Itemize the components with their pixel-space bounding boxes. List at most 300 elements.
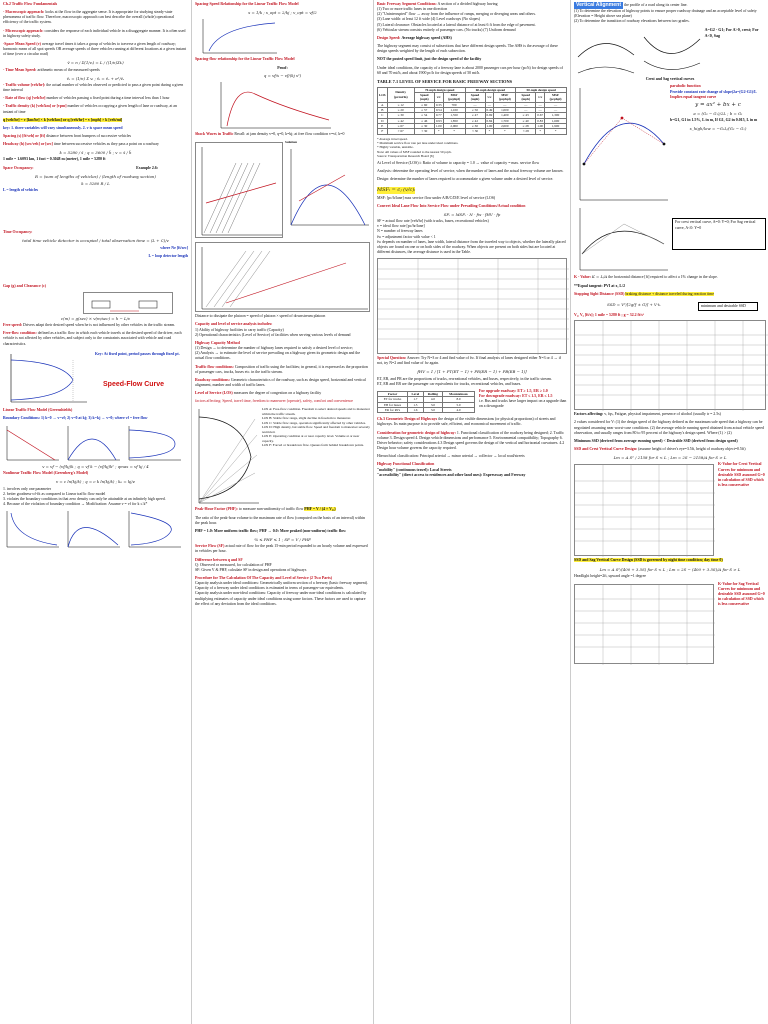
solution-label: Solution	[285, 140, 298, 145]
table-cell: ≥ 28	[516, 124, 536, 129]
macro-text: looks at the flow in the aggregate sense. It is appropriate for studying steady-state phenomena of traffic flow. Therefore, macroscopic approach can best describe the overall (whole) operational efficiency of the traffic system.	[3, 10, 175, 25]
sf-label: Service Flow (SF)	[195, 544, 225, 549]
table-cell: *	[545, 129, 567, 134]
headlight-note: Headlight height=2ft, upward angle =1 degree	[574, 573, 647, 578]
tangent-curve: Implies equal tangent curve	[670, 94, 717, 99]
table-cell: ≥ 30	[414, 124, 434, 129]
table-cell: *	[434, 129, 443, 134]
basic-label: Basic Freeway Segment Conditions:	[377, 2, 437, 6]
free-speed-label: Free speed:	[3, 323, 23, 328]
table-cell: 0.84	[486, 118, 493, 123]
table-cell: 0.93	[435, 118, 442, 123]
los-table-body	[378, 102, 567, 134]
time-occ-formula: total time vehicle detector is occupied / total observation time = (L + C)/v	[22, 238, 169, 244]
headway-text: time between successive vehicles as they pass a point on a roadway	[53, 142, 159, 147]
parabola-figure	[574, 84, 668, 204]
speed-flow-curve-2	[129, 430, 175, 458]
design-speed-note: NOT the posted speed limit, just the design speed of the facility	[377, 57, 482, 62]
phf-text: to measure non-uniformity of traffic flow	[238, 507, 304, 512]
ssd-sag-label: SSD and Sag Vertical Curve Design (SSD is governed by night time condition; day time 0)	[574, 558, 723, 563]
density-text: number of vehicles occupying a given length of lane or roadway, at an instant of time	[3, 104, 177, 114]
diff-item: SF: Given V & PHF, calculate SF in design and operations of highways	[195, 567, 307, 572]
table-note: * Highly variable, unstable.	[377, 145, 414, 150]
los-table	[377, 87, 567, 135]
table-header: Density (pc/mi/ln)	[387, 87, 414, 102]
table-cell: ≥ 50	[465, 108, 485, 113]
capacity-item: 2) Operational characteristics (Level of Service) of facilities when serving various levels of demand	[195, 332, 351, 337]
table-cell: —	[545, 108, 567, 113]
loop-detector-note: L = loop detector length	[148, 253, 188, 258]
rc-text: Geometric characteristics of the roadway, such as design speed, horizontal and vertical alignment, number and width of traffic lanes.	[195, 377, 366, 387]
table-cell: 1,300	[545, 113, 567, 118]
tms-label: - Time Mean Speed:	[3, 67, 37, 72]
flow-density-curve	[68, 439, 116, 460]
phf-ratio: The ratio of the peak-hour volume to the maximum rate of flow (computed on the basis of an interval) within the peak hour.	[195, 515, 365, 525]
greenberg-plot-3	[125, 509, 183, 549]
los-item: LOS C: Stable flow range, operation significantly affected by other vehicles.	[261, 420, 366, 425]
column-4	[570, 0, 768, 1024]
table-cell: 1,000	[494, 108, 516, 113]
table-cell: —	[485, 102, 494, 107]
procedure-item: Capacity analysis under ideal conditions: Geometrically uniform section of a freeway (basic freeway segment). Capacity of a freeway under ideal conditions is estimated in terms of passenger-car equivalents.	[195, 581, 369, 591]
table-cell: 3.0	[423, 407, 442, 412]
table-cell: ≤ 42	[387, 118, 414, 123]
et-notes	[377, 377, 567, 387]
table-header: Factor	[378, 391, 408, 396]
table-cell: 8.0	[443, 397, 475, 402]
gap-formula: c(m) = g(sec) × v(m/sec) = h − L/v	[60, 316, 131, 321]
table-cell: A	[378, 102, 388, 107]
ssd-crest-label: SSD and Crest Vertical Curve Design:	[574, 447, 638, 452]
speed-density-plot	[3, 424, 61, 462]
flow-label: - Traffic volume [veh/hr]:	[3, 82, 46, 87]
table-cell: > 67	[387, 129, 414, 134]
capacity-label: Capacity and level of service analysis includes:	[195, 322, 273, 327]
table-cell: —	[516, 108, 536, 113]
greenberg-plot-1	[3, 509, 61, 549]
headway-label: Headway (h) [sec/veh] or [sec]	[3, 142, 53, 147]
diff-label: Difference between q and SF	[195, 557, 243, 562]
tms-text: arithmetic mean of the measured speeds	[37, 67, 100, 72]
spacing-formula: s = 1/k ; s_opt = 2/kj ; v_opt = vf/2	[248, 10, 317, 16]
note-item: 2. better goodness-of-fit as compared to Linear traffic flow model	[3, 491, 106, 496]
occupancy-label: Space Occupancy:	[3, 165, 34, 170]
sf-text: actual rate of flow for the peak 15-min period expanded to an hourly volume and expressed in vehicles per hour.	[195, 544, 368, 554]
ssd-box: minimum and desirable SSD	[698, 302, 758, 311]
boundary-conditions: Boundary Conditions: 1) k=0 → v=vf; 2) v=0 at kj; 3) k=kj → v=0; where vf = free flow	[3, 415, 148, 420]
k-formula: K = L/A	[591, 274, 608, 280]
speed-flow-title: Speed-Flow Curve	[103, 380, 165, 388]
conversion-item: N = number of freeway lanes	[377, 229, 423, 234]
spacing-flow-formula: q = vf/s − vf/(kj s²)	[263, 72, 302, 78]
proof-label: Proof:	[277, 65, 288, 70]
msf-def: MSF: [pc/h/lane] max service flow under A/B/C/D/E level of service (LOS)	[377, 195, 496, 200]
free-flow-label: Free-flow condition:	[3, 331, 37, 336]
macro-label: - Macroscopic approach:	[3, 10, 45, 15]
table-cell: 1.00	[435, 124, 442, 129]
sms-label: -Space Mean Speed (v)	[3, 41, 41, 46]
parabolic-label: parabolic function	[670, 84, 701, 89]
mobility-note: "mobility" (continuous travel): Local Streets	[377, 467, 452, 472]
los-label: Level of Service (LOS)	[195, 391, 233, 396]
linear-formulas: v = vf − (vf/kj)k ; q = vf k − (vf/kj)k² ; qmax = vf kj / 4	[42, 464, 149, 470]
shock-wave-figure-2	[285, 145, 371, 229]
los-factors: factors affecting: Speed, travel time, freedom to maneuver (operate), safety, comfort and convenience	[195, 399, 354, 404]
table-row	[378, 129, 567, 134]
conversion-label: Convert Ideal Lane Flow Into Service Flow under Prevailing Conditions/Actual condition	[377, 203, 526, 208]
note-item: 4. Because of the violation of boundary condition → Modification: Assume v = vf for k ≤ k*	[3, 502, 148, 507]
flow-text: the actual number of vehicles observed or predicted to pass a given point during a given time interval	[3, 82, 184, 93]
flow-density-plot	[64, 424, 122, 462]
et-note: ET, ER and EB are the passenger car equivalents for trucks, recreational vehicles, and buses.	[377, 381, 522, 386]
crest-sag-box: For crest vertical curve, A=0: Y=0; For Sag vertical curve, A<0: Y=0	[672, 218, 766, 250]
va-item: (2) To determine the transition of roadway elevations between two grades.	[574, 19, 690, 24]
section-title: Ch.2 Traffic Flow Fundamentals	[3, 2, 58, 6]
table-cell: ≥ 42	[465, 118, 485, 123]
greenberg-plot-2	[64, 509, 122, 549]
micro-label: - Microscopic approach:	[3, 28, 44, 33]
fundamental-relation: q [veh/hr] = v [km/hr] × k [veh/km] or q [veh/hr] = v [mph] × k [veh/mi]	[3, 117, 123, 122]
table-cell: 1.6	[408, 407, 424, 412]
conversion-items	[377, 219, 567, 240]
loop-note: where Ne [ft/sec]	[160, 245, 188, 250]
greenberg-formula: v = c ln(kj/k) ; q = c k ln(kj/k) ; k₀ = kj/e	[55, 479, 135, 485]
micro-text: considers the response of each individual vehicle in a disaggregate manner. It is often used in highway safety study.	[3, 28, 186, 38]
min-ssd: Minimum SSD (derived from average running speed) < Desirable SSD (derived from design speed)	[574, 438, 738, 443]
ssd-table-figure	[574, 320, 766, 410]
table-cell: 2,000	[494, 124, 516, 129]
table-cell: 1,600	[545, 118, 567, 123]
table-cell: ET for trucks	[378, 397, 408, 402]
table-cell: 0.54	[435, 108, 442, 113]
table-group: 60-mph design speed	[465, 87, 516, 92]
linear-model-label: Linear Traffic Flow Model (Greenshields)	[3, 407, 73, 412]
spacing-text: distance between front bumpers of successive vehicles	[46, 133, 131, 138]
tfc-text: Composition of traffic using the facilities; in general, it is expressed as the proportion of passenger cars, trucks, buses etc. in the traffic stream.	[195, 364, 368, 374]
fw-text: fw depends on number of lanes, lane width, lateral distance from the traveled way to objects, whether the laterally placed objects are found on one or on both sides of the roadway. When objects are present on both sides but are located at different distances, the average distance is used in the Table.	[377, 239, 566, 254]
nonlinear-model-label: Nonlinear Traffic Flow Model (Greenberg's Model)	[3, 471, 89, 476]
los-item: LOS A: Free-flow condition. Freedom to select desired speeds and to maneuver within the traffic stream.	[261, 407, 370, 416]
shock-label: Shock Waves in Traffic	[195, 132, 234, 137]
gap-label: Gap (g) and Clearance (c)	[3, 283, 47, 288]
table-cell: 4.0	[423, 397, 442, 402]
vehicle-shape	[92, 301, 110, 308]
table-cell: *	[443, 129, 465, 134]
table-cell: F	[378, 129, 388, 134]
rc-label: Roadway conditions:	[195, 377, 230, 382]
table-cell: 5.0	[443, 402, 475, 407]
speed-flow-curve	[11, 360, 73, 400]
downgrade-note: For downgrade roadway: ET ≤ 1.5, ER ≤ 1.5	[478, 394, 553, 399]
queue-figure	[195, 242, 370, 312]
phf-label: Peak-Hour Factor (PHF):	[195, 507, 238, 512]
vertical-alignment-label: Vertical Alignment	[576, 2, 622, 8]
pvc-notes: b=G1, G1 in 1.5%, L in m, If G1, G2 in 0.015, L in m	[670, 118, 758, 123]
table-cell: ≥ 43	[516, 113, 536, 118]
table-cell: *	[485, 129, 494, 134]
table-header: Speed (mph)	[465, 93, 485, 103]
speed-flow-plot	[125, 424, 183, 462]
sf-formula: SFᵢ = MSFᵢ · N · fw · fHV · fp	[443, 211, 501, 217]
table-group: 70-mph design speed	[414, 87, 465, 92]
ssd-crest-text: (assume height of driver's eye=3.5ft, height of roadway object=0.5ft)	[638, 447, 746, 452]
table-cell: 0.83	[537, 118, 544, 123]
kcrest-table	[574, 464, 714, 556]
tms-formula: v̄ₜ = (1/n) Σ vᵢ ; v̄ₜ = v̄ₛ + σ²/v̄ₛ	[66, 75, 125, 81]
va-item: (1) To determine the elevation of highway points to ensure proper roadway drainage and an acceptable level of safety (Elevation = Height above sea plane)	[574, 8, 757, 19]
conversion-item: SF = actual flow rate [veh/hr] (with trucks, buses, recreational vehicles)	[377, 219, 489, 224]
shock-text: Recall: at jam density v=0, q=0, k=kj; at free flow condition v=vf, k=0	[234, 132, 345, 137]
vehicle-shape	[139, 301, 157, 308]
table-header: v/c	[536, 93, 545, 103]
ideal-capacity-text: Under ideal conditions, the capacity of a freeway lane is about 2000 passenger cars per hour (pc/h) for design speeds of 60 and 70 mi/h, and about 1900 pc/h for design speeds of 50 mi/h.	[377, 65, 563, 75]
procedure-label: Procedure for The Calculation Of The Capacity and Level of Service (2 Two Parts)	[195, 576, 333, 580]
table-cell: ≥ 40	[516, 118, 536, 123]
table-cell: C	[378, 113, 388, 118]
table-header: Mountainous	[443, 391, 475, 396]
phf-formula: PHF = V / (4 × V₁₅)	[304, 507, 336, 512]
table-cell: ≥ 57	[414, 108, 434, 113]
table-cell: —	[545, 102, 567, 107]
table-header: MSF (pcphpl)	[545, 93, 567, 103]
table-cell: 0.67	[537, 113, 544, 118]
parabolic-text: y = ax² + bx + c	[695, 101, 741, 108]
table-cell: 1,400	[494, 113, 516, 118]
key-fixed-point: Key: At fixed point, period passes through fixed pt.	[95, 351, 180, 356]
table-header: Rolling	[423, 391, 442, 396]
table-header: MSF (pcphpl)	[494, 93, 516, 103]
upgrade-note: For upgrade roadway: ET ≥ 1.5, ER ≥ 1.0	[478, 388, 548, 393]
basic-item: (6) Vehicular stream consists entirely of passenger cars. (No trucks) (7) Uniform demand	[377, 27, 516, 32]
spacing-speed-plot	[199, 17, 279, 55]
table-cell: 1.00	[486, 124, 493, 129]
ssd-formula: SSD = V²/[2g(f ± G)] + V·tᵣ	[607, 301, 661, 307]
basic-item: (2) "Uninterrupted" flow → away from the influence of ramps, merging or diverging areas and others.	[377, 12, 536, 17]
hfc-label: Highway Functional Classification	[377, 462, 435, 467]
fhv-formula: fHV = 1 / [1 + PT(ET − 1) + PR(ER − 1) + PB(EB − 1)]	[417, 369, 527, 375]
ksag-table	[574, 584, 714, 664]
table-cell: 0.49	[486, 108, 493, 113]
table-cell: E	[378, 124, 388, 129]
vertical-curves-figure	[574, 27, 703, 77]
unit-conversion: 1 mile = 1.6093 km, 1 foot = 0.3048 m (meter), 1 mile = 5280 ft	[3, 157, 106, 162]
free-flow-text: defined as a traffic flow in which each vehicle travels at the desired speed of the driver, each vehicle is not affected by other vehicles, and subject only to the constraints associated with vehicle and road characteristics.	[3, 331, 182, 346]
fw-table-figure	[377, 258, 567, 354]
table-header: Level	[408, 391, 424, 396]
table-cell: ≥ 30	[465, 124, 485, 129]
et-note: ET, ER, and PR are the proportions of trucks, recreational vehicles, and buses, respectively, in the traffic stream.	[377, 376, 552, 381]
curve-offset-figure	[574, 204, 670, 274]
los-chart	[195, 407, 260, 507]
gap-diagram	[84, 293, 174, 315]
column-1	[0, 0, 190, 1024]
conversion-item: v = ideal flow rate [pc/hr/lane]	[377, 224, 425, 229]
table-cell: 1.00	[537, 124, 544, 129]
basic-item: (3) Lane width: at least 12 ft wide (4) Level roadways (No slopes)	[377, 17, 481, 22]
basic-text: A section of a divided highway having	[437, 2, 498, 6]
ssd-title: Stopping Sight Distance (SSD)	[574, 291, 625, 296]
ssd-text: braking distance + distance traveled during reaction time	[625, 291, 714, 296]
diff-item: Q: Observed or measured, for calculation of PHF	[195, 562, 272, 567]
const-rate: Provide constant rate change of slope(2a=(G2-G1)/L	[670, 89, 757, 94]
table-header: Speed (mph)	[516, 93, 536, 103]
table-note: Source: Transportation Research Board [6]	[377, 154, 434, 159]
density-label: - Traffic density (k) [veh/km] or [vpm]	[3, 104, 67, 109]
table-cell: 1,900	[545, 124, 567, 129]
rate-text: number of vehicles passing a fixed point during a time interval less than 1 hour	[46, 96, 170, 101]
table-cell: 700	[443, 102, 465, 107]
table-group: 50-mph design speed	[516, 87, 567, 92]
table-cell: D	[378, 118, 388, 123]
note-item: 3. violates the boundary conditions in that zero density can only be attainable at an infinitely high speed.	[3, 496, 166, 501]
kvalue-crest-note: K-Value for Crest Vertical Curves for minimum and desirable SSD assumed G=0 in calculation of SSD which is less conservative	[718, 462, 765, 487]
consider-text: 1. Functional classification of the roadway being designed; 2. Traffic volume 3. Design speed 4. Design vehicle dimensions and performance 5. Environmental compatibility; Topography 6. Driver behavior; safety considerations 4.3 Design speed governs the design of the vertical and horizontal curvatures. 4.2 Design hour volume governs the capacity required.	[377, 430, 565, 451]
special-label: Special Question:	[377, 356, 407, 361]
table-notes	[377, 137, 567, 159]
spacing-flow-label: Spacing-flow relationship for the Linear Traffic Flow Model	[195, 57, 295, 62]
table-header: v/c	[485, 93, 494, 103]
los-item: LOS E: Operating condition at or near capacity level. Volume at or near capacity.	[261, 434, 360, 443]
spacing-label: Spacing (s) [ft/veh] or [ft]	[3, 133, 46, 138]
table-note: * Average travel speed.	[377, 136, 408, 141]
table-cell: ≤ 30	[387, 113, 414, 118]
table-header: v/c	[434, 93, 443, 103]
k-text: the horizontal distance [ft] required to affect a 1% change in the slope.	[608, 275, 718, 280]
k-note: **Equal tangent: PVI at x, L/2	[574, 283, 626, 288]
column-3	[373, 0, 569, 1024]
heavy-note: i.e. Bus and trucks have larger impact on a upgrade than on a downgrade	[478, 399, 567, 409]
shock-wave-figure-1	[195, 142, 283, 238]
speed-flow-figure	[3, 350, 91, 406]
table-cell: B	[378, 108, 388, 113]
conversion-item: fw = adjustment factor with value < 1	[377, 234, 436, 239]
table-cell: 2,000	[443, 124, 465, 129]
free-speed-text: Drivers adapt their desired speed when he is not influenced by other vehicles in the traffic stream.	[23, 323, 176, 328]
table-cell: 0.69	[486, 113, 493, 118]
design-speed-title: Average highway speed (AHS)	[401, 35, 452, 40]
key-note: key: 1. three variables will vary simultaneously. 2. v is space mean speed	[3, 125, 123, 130]
sag-formula: Lm = A S²/(400 + 3.5S) for S < L ; Lm = 2S − (400 + 3.5S)/A for S > L	[599, 566, 741, 572]
los-text: measures the degree of congestion on a highway facility	[233, 391, 322, 396]
table-cell: 1,100	[443, 108, 465, 113]
hcm-item: (2) Analysis → to estimate the level of service prevailing on a highway given its geometric design and the actual flow conditions.	[195, 351, 361, 361]
table-cell: < 30	[465, 129, 485, 134]
ch3-label: Ch.3 Geometric Design of Highways	[377, 417, 438, 422]
basic-item: (1) Two or more traffic lanes in one direction	[377, 7, 448, 12]
basic-item: (5) Lateral clearance: Obstacles located at a lateral distance of at least 6 ft from the edge of pavement.	[377, 22, 536, 27]
crest-sag-text: A=G2 - G1; For A>0, crest; For A<0, Sag	[704, 27, 759, 38]
table-cell: 1,550	[443, 113, 465, 118]
va-text: the profile of a road along its center line.	[624, 3, 688, 7]
los-item: LOS B: Stable flow range, slight decline in freedom to maneuver.	[261, 416, 351, 421]
tfc-label: Traffic flow conditions:	[195, 364, 234, 369]
table-cell: < 28	[516, 129, 536, 134]
spacing-formula: k = 5280 / s̄ ; q = 3600 / h̄ ; v = s̄ / h̄	[59, 150, 132, 156]
parabola-coeff: a = (G₂ − G₁)/2L ; b = G₁	[693, 111, 743, 117]
density-from-occupancy: k = 5280 R / L	[81, 180, 110, 186]
table-cell: 4.0	[443, 407, 475, 412]
table-header: LOS	[378, 87, 388, 102]
accessibility-note: "accessibility" (direct access to residences and other land uses): Expressway and Freeway	[377, 472, 526, 477]
table-cell: ≥ 60	[414, 102, 434, 107]
los-table-caption: TABLE 7.1 LEVEL OF SERVICE FOR BASIC FREEWAY SECTIONS	[377, 78, 513, 84]
table-cell: 0.35	[435, 102, 442, 107]
rate-label: - Rate of flow (q) [veh/hr]	[3, 96, 46, 101]
table-note: * Maximum service flow rate per lane under ideal conditions.	[377, 141, 459, 146]
consider-label: Consideration for geometric design of highway:	[377, 430, 456, 435]
occupancy-formula: R = (sum of lengths of vehicles) / (length of roadway section)	[35, 173, 156, 179]
kvalue-sag-note: K-Value for Sag Vertical Curves for minimum and desirable SSD assumed G=0 in calculation of SSD which is less conservative	[718, 581, 765, 607]
column-2	[191, 0, 372, 1024]
sms-text: average travel times it takes a group of vehicles to traverse a given length of roadway; harmonic mean of all spot speeds OR average speeds of three vehicles running at different locations at a given instant of time (over a circular road)	[3, 41, 187, 57]
design-speed-label: Design Speed:	[377, 35, 401, 40]
design-speed-text: The highway segment may consist of subsections that have different design speeds. The AHS is the average of these design speeds weighted by the length of each subsection.	[377, 44, 558, 54]
procedure-item: Capacity analysis under non-ideal conditions: Capacity of freeway under non-ideal conditions is calculated by multiplying estimates of capacity under ideal conditions using some factors. These factors are used to capture the effect of any deviation from the ideal conditions.	[195, 591, 367, 606]
special-question: Answer: Try N=3 or 4 and find value of fw. If final analysis of lanes designed either N=3 or 4 → if not, try N=2 and find value of fw again.	[377, 356, 561, 366]
table-cell: —	[465, 102, 485, 107]
table-cell: ≥ 54	[414, 113, 434, 118]
phf-range: ¼ ≤ PHF ≤ 1 ; SF = V / PHF	[254, 537, 311, 543]
table-cell: < 30	[414, 129, 434, 134]
table-cell: 1,700	[494, 118, 516, 123]
los-item: LOS D: High density, but stable flow. Speed and freedom to maneuver severely restricted.	[261, 425, 370, 434]
vc-text: At Level of Service (LOS) i: Ratio of volume to capacity = 1.0 → value of capacity = max. service flow	[377, 160, 540, 165]
los-item: LOS F: Forced or breakdown flow. Queues form behind breakdown points.	[261, 443, 364, 448]
k-label: K - Value:	[574, 275, 591, 280]
time-occ-text: total time vehicle detector is occupied / total observation time	[22, 238, 146, 244]
crest-formula: Lm = A S² / 2158 for S < L ; Lm = 2S − 2158/A for S > L	[613, 455, 727, 461]
factors-label: Factors affecting:	[574, 412, 604, 417]
spacing-rel-label: Spacing-Speed Relationship for the Linear Traffic Flow Model	[195, 2, 299, 6]
table-cell: —	[536, 102, 545, 107]
vehicle-length-note: L = length of vehicles	[3, 188, 39, 193]
table-cell: —	[516, 102, 536, 107]
capacity-item: 1) Ability of highway facilities to carry traffic (Capacity)	[195, 327, 284, 332]
curves-label: Crest and Sag vertical curves	[645, 77, 695, 82]
gap-clearance-figure	[83, 292, 173, 314]
phf-values: PHF = 1.0: More uniform traffic flow; PHF → 0.0: More peaked (non-uniform) traffic flow	[195, 528, 346, 533]
sms-formula: v̄ = n / Σ(1/vᵢ) = L / ((1/n)Σtᵢ)	[67, 60, 124, 66]
table-cell: —	[536, 108, 545, 113]
table-cell: *	[536, 129, 545, 134]
table-cell: —	[494, 102, 516, 107]
hierarchy-text: Hierarchical classification: Principal arterial → minor arterial → collector → local road/streets	[377, 454, 525, 459]
nonlinear-notes	[3, 487, 188, 508]
note-item: 1. involves only one parameter	[3, 486, 52, 491]
table-cell: ≤ 12	[387, 102, 414, 107]
pvi-formula: x_high/low = −G₁L/(G₂ − G₁)	[689, 125, 747, 131]
table-cell: 1.7	[408, 397, 424, 402]
table-cell: 0.77	[435, 113, 442, 118]
dissipate-note: Distance to dissipate the platoon = speed of platoon × speed of downstream platoon	[195, 314, 326, 319]
assume-text: 2 values considered for V: (1) the design speed of the highway defined as the maximum safe speed that a highway can be negotiated assuming near worst-case conditions. (2) the average vehicle running speed obtained from actual vehicle speed observation, and usually ranges from 80 to 95 percent of the highway's design speed. Where (1) > (2)	[574, 420, 764, 435]
table-row	[378, 407, 475, 412]
table-cell: ≤ 67	[387, 124, 414, 129]
ch3-text: the design of the visible dimensions (or physical proportions) of streets and highways. Its main purpose is to provide safe, efficient, and economical movement of traffic.	[377, 417, 556, 427]
table-note: Note: All values of MSF rounded to the nearest 50 pcph.	[377, 149, 452, 154]
table-cell: *	[494, 129, 516, 134]
terrain-table-body	[378, 397, 475, 413]
design-text: Design: determine the number of lanes required to accommodate a given volume under a desired level of service.	[377, 176, 554, 181]
table-cell: 1.5	[408, 402, 424, 407]
ssd-note-line: V₁, V₂ [ft/s]; 1 mile = 5280 ft ; g = 32.2 ft/s²	[574, 313, 644, 318]
table-cell: EB for buses	[378, 402, 408, 407]
example-label: Example 2.6:	[136, 165, 158, 170]
analysis-text: Analysis: determine the operating level of service, when the number of lanes and the actual freeway volume are known.	[377, 168, 564, 173]
hcm-label: Highway Capacity Method	[195, 340, 240, 345]
table-cell: 1,850	[443, 118, 465, 123]
spacing-flow-plot	[215, 80, 335, 130]
